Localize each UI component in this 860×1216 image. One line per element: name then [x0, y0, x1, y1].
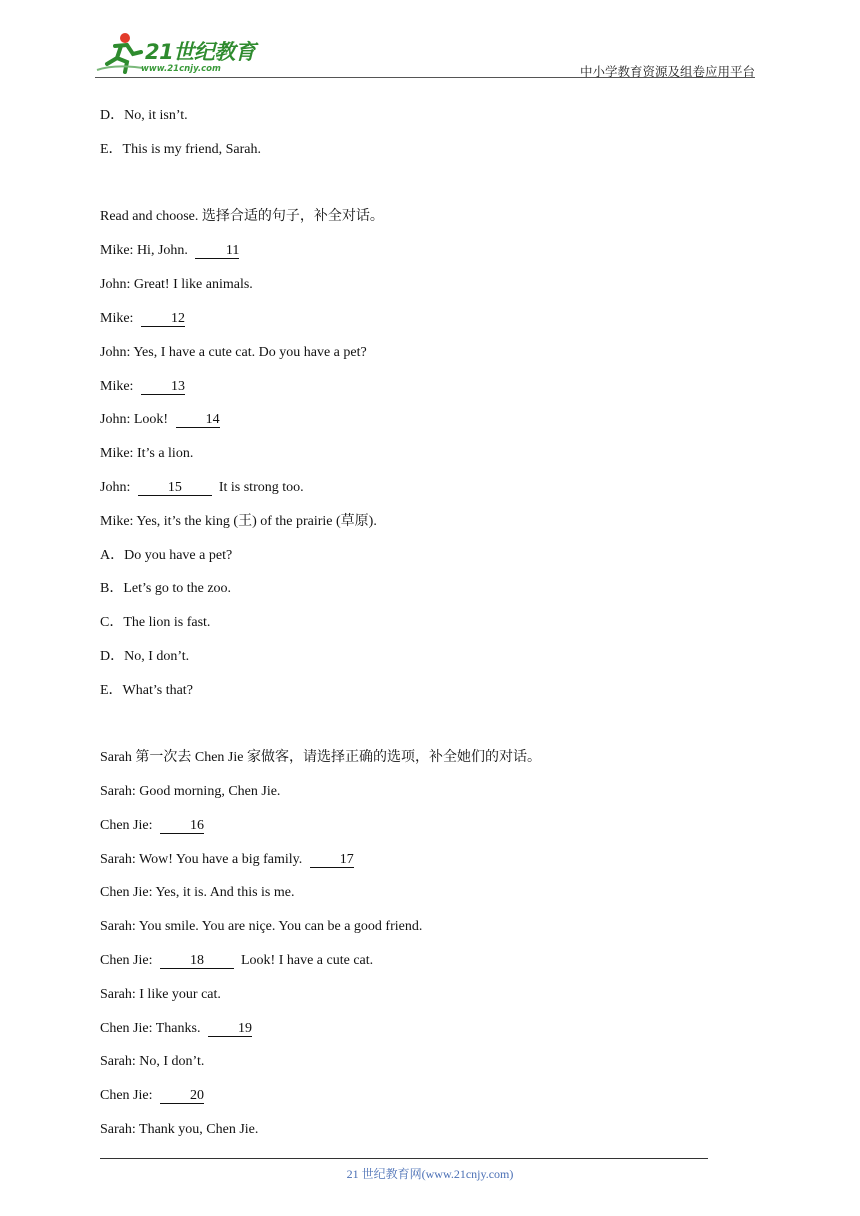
dialogue-text: Sarah: Thank you, Chen Jie. — [100, 1122, 259, 1137]
dialogue-line — [100, 513, 377, 531]
dialogue-line — [100, 817, 204, 835]
header-tagline: 中小学教育资源及组卷应用平台 — [579, 65, 755, 79]
dialogue-text: Sarah: Good morning, Chen Jie. — [100, 784, 281, 799]
footer-divider — [100, 1158, 708, 1159]
header-divider — [95, 77, 755, 78]
option-b: B．Let’s go to the zoo. — [100, 581, 232, 596]
dialogue-line — [100, 378, 185, 396]
answer-blank[interactable]: 17 — [310, 853, 354, 868]
dialogue-text: John: Yes, I have a cute cat. Do you have a pet? — [100, 345, 367, 360]
dialogue-line — [100, 242, 239, 260]
section3-instruction: Sarah 第一次去 Chen Jie 家做客，请选择正确的选项，补全她们的对话。 — [100, 750, 541, 765]
dialogue-text: Mike: Hi, John. — [100, 243, 188, 258]
answer-blank[interactable]: 13 — [141, 380, 185, 395]
dialogue-text-after: Look! I have a cute cat. — [241, 953, 374, 968]
dialogue-text: Chen Jie: — [100, 818, 153, 833]
answer-blank[interactable]: 16 — [160, 819, 204, 834]
dialogue-line — [100, 1053, 204, 1071]
page-header — [95, 30, 755, 78]
dialogue-text: Sarah: I like your cat. — [100, 987, 221, 1002]
option-e: E．This is my friend, Sarah. — [100, 142, 261, 157]
option-c: C．The lion is fast. — [100, 615, 211, 630]
answer-blank[interactable]: 11 — [195, 244, 239, 259]
dialogue-text: Mike: — [100, 311, 134, 326]
logo-text: 21世纪教育 — [145, 40, 256, 64]
dialogue-line — [100, 952, 373, 970]
site-logo[interactable] — [95, 30, 265, 76]
dialogue-line — [100, 884, 294, 902]
answer-blank[interactable]: 12 — [141, 312, 185, 327]
logo-url: www.21cnjy.com — [141, 64, 221, 74]
answer-blank[interactable]: 20 — [160, 1089, 204, 1104]
dialogue-line — [100, 1087, 204, 1105]
option-a: A．Do you have a pet? — [100, 548, 233, 563]
runner-icon — [95, 30, 145, 74]
dialogue-text: John: Great! I like animals. — [100, 277, 253, 292]
dialogue-text: Chen Jie: Thanks. — [100, 1021, 201, 1036]
dialogue-text: Sarah: No, I don’t. — [100, 1054, 205, 1069]
dialogue-line — [100, 783, 280, 801]
dialogue-line — [100, 851, 354, 869]
dialogue-text: Sarah: Wow! You have a big family. — [100, 852, 303, 867]
dialogue-text: Mike: It’s a lion. — [100, 446, 194, 461]
dialogue-text: Mike: — [100, 379, 134, 394]
dialogue-line — [100, 918, 422, 936]
dialogue-line — [100, 310, 185, 328]
dialogue-line — [100, 479, 304, 497]
dialogue-line — [100, 986, 221, 1004]
option-d: D．No, I don’t. — [100, 649, 190, 664]
dialogue-text: Chen Jie: — [100, 1088, 153, 1103]
footer-link[interactable]: 21 世纪教育网(www.21cnjy.com) — [346, 1167, 514, 1181]
dialogue-text: John: Look! — [100, 412, 169, 427]
option-d: D．No, it isn’t. — [100, 108, 188, 123]
dialogue-line — [100, 1020, 252, 1038]
dialogue-text: John: — [100, 480, 131, 495]
dialogue-line — [100, 411, 220, 429]
dialogue-text: Sarah: You smile. You are niçe. You can be a good friend. — [100, 919, 423, 934]
answer-blank[interactable]: 18 — [160, 954, 234, 969]
answer-blank[interactable]: 19 — [208, 1022, 252, 1037]
answer-blank[interactable]: 15 — [138, 481, 212, 496]
answer-blank[interactable]: 14 — [176, 413, 220, 428]
section2-instruction: Read and choose. 选择合适的句子，补全对话。 — [100, 209, 384, 224]
dialogue-text-after: It is strong too. — [218, 480, 304, 495]
dialogue-line — [100, 445, 193, 463]
dialogue-line — [100, 344, 367, 362]
option-e: E．What’s that? — [100, 683, 193, 698]
dialogue-text: Mike: Yes, it’s the king (王) of the prairie (草原). — [100, 514, 377, 529]
dialogue-text: Chen Jie: — [100, 953, 153, 968]
dialogue-text: Chen Jie: Yes, it is. And this is me. — [100, 885, 295, 900]
dialogue-line — [100, 1121, 258, 1139]
dialogue-line — [100, 276, 253, 294]
